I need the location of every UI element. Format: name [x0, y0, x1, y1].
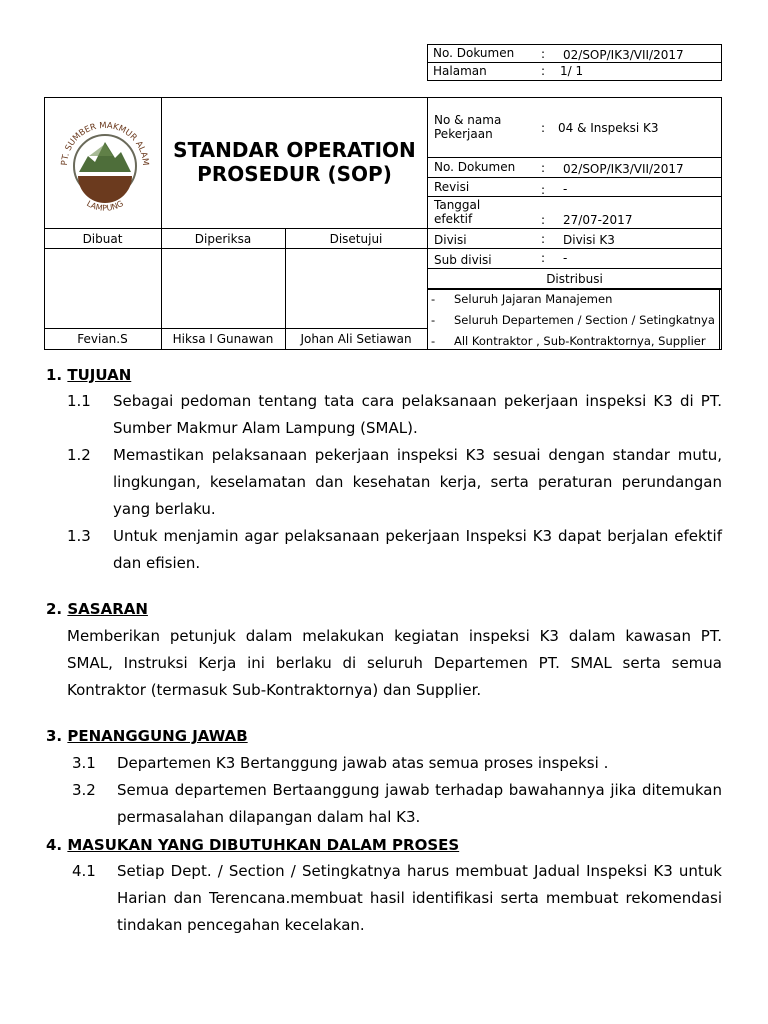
colon: : [541, 213, 546, 227]
divider [427, 177, 722, 178]
divider [44, 228, 427, 229]
distribusi-item: Seluruh Jajaran Manajemen [454, 292, 613, 306]
divisi-label: Divisi [434, 233, 467, 247]
no-nama-value: 04 & Inspeksi K3 [558, 121, 659, 135]
section-title: SASARAN [67, 600, 148, 618]
distribusi-label: Distribusi [546, 272, 603, 286]
disetujui-label: Disetujui [329, 232, 383, 246]
item-text: Sebagai pedoman tentang tata cara pelaksanaan pekerjaan inspeksi K3 di PT. Sumber Makmur Alam Lampung (SMAL). [113, 392, 722, 437]
diperiksa-label: Diperiksa [194, 232, 252, 246]
section-number: 2. [46, 600, 63, 618]
divider [161, 97, 162, 350]
revisi-value: - [563, 182, 568, 196]
section-heading [46, 727, 248, 745]
colon: : [541, 121, 546, 135]
title-line-2: PROSEDUR (SOP) [197, 162, 392, 186]
sub-divisi-value: - [563, 251, 568, 265]
tanggal-efektif-value: 27/07-2017 [563, 213, 633, 227]
colon: : [541, 251, 546, 265]
item-text: Departemen K3 Bertanggung jawab atas semua proses inspeksi . [117, 754, 609, 772]
divider [44, 248, 427, 249]
tanggal-efektif-label: Tanggal efektif [434, 198, 481, 226]
bullet-dash: - [431, 313, 436, 327]
divider [719, 288, 720, 350]
divider [44, 328, 427, 329]
section-title: MASUKAN YANG DIBUTUHKAN DALAM PROSES [67, 836, 460, 854]
halaman-label: Halaman [433, 64, 487, 78]
colon: : [541, 183, 546, 197]
section-paragraph: Memberikan petunjuk dalam melakukan kegiatan inspeksi K3 dalam kawasan PT. SMAL, Instruksi Kerja ini berlaku di seluruh Departemen PT. SMAL serta semua Kontraktor (termasuk Sub-Kontraktornya) dan Supplier. [67, 627, 722, 699]
item-text: Semua departemen Bertaanggung jawab terhadap bawahannya jika ditemukan permasalahan dilapangan dalam hal K3. [117, 781, 722, 826]
item-number: 3.2 [72, 781, 96, 799]
page-title [162, 138, 427, 186]
dibuat-label: Dibuat [82, 232, 123, 246]
colon: : [541, 161, 546, 175]
colon: : [541, 47, 546, 61]
item-number: 1.3 [67, 527, 91, 545]
dibuat-name: Fevian.S [77, 332, 128, 346]
item-number: 1.1 [67, 392, 91, 410]
divider [427, 248, 722, 249]
divider [427, 196, 722, 197]
sub-divisi-label: Sub divisi [434, 253, 492, 267]
no-dokumen-label: No. Dokumen [433, 46, 515, 60]
section-number: 4. [46, 836, 63, 854]
divider [427, 228, 722, 229]
item-number: 4.1 [72, 862, 96, 880]
no-dokumen-value: 02/SOP/IK3/VII/2017 [563, 162, 684, 176]
section-number: 3. [46, 727, 63, 745]
item-text: Memastikan pelaksanaan pekerjaan inspeksi K3 sesuai dengan standar mutu, lingkungan, keselamatan dan kesehatan kerja, serta peraturan perundangan yang berlaku. [113, 446, 722, 518]
divisi-value: Divisi K3 [563, 233, 615, 247]
distribusi-item: All Kontraktor , Sub-Kontraktornya, Supplier [454, 334, 706, 348]
item-text: Untuk menjamin agar pelaksanaan pekerjaan Inspeksi K3 dapat berjalan efektif dan efisien. [113, 527, 722, 572]
item-number: 1.2 [67, 446, 91, 464]
section-number: 1. [46, 366, 63, 384]
divider [427, 157, 722, 158]
divider [427, 97, 428, 350]
divider [427, 288, 722, 290]
title-line-1: STANDAR OPERATION [173, 138, 416, 162]
revisi-label: Revisi [434, 180, 470, 194]
section-title: TUJUAN [67, 366, 132, 384]
section-title: PENANGGUNG JAWAB [67, 727, 248, 745]
item-text: Setiap Dept. / Section / Setingkatnya harus membuat Jadual Inspeksi K3 untuk Harian dan Terencana.membuat hasil identifikasi serta membuat rekomendasi tindakan pencegahan kecelakan. [117, 862, 722, 934]
distribusi-item: Seluruh Departemen / Section / Setingkatnya [454, 313, 715, 327]
colon: : [541, 232, 546, 246]
no-dokumen-value: 02/SOP/IK3/VII/2017 [563, 48, 684, 62]
divider [427, 268, 722, 269]
no-nama-label: No & nama Pekerjaan [434, 113, 502, 141]
section-heading [46, 600, 148, 618]
colon: : [541, 64, 546, 78]
logo-bottom-text: LAMPUNG [85, 198, 125, 213]
item-number: 3.1 [72, 754, 96, 772]
company-logo [55, 110, 155, 216]
section-heading [46, 836, 459, 854]
bullet-dash: - [431, 292, 436, 306]
disetujui-name: Johan Ali Setiawan [300, 332, 412, 346]
divider [427, 62, 722, 63]
bullet-dash: - [431, 334, 436, 348]
no-dokumen-label: No. Dokumen [434, 160, 516, 174]
section-heading [46, 366, 131, 384]
halaman-value: 1/ 1 [560, 64, 584, 78]
diperiksa-name: Hiksa I Gunawan [172, 332, 274, 346]
logo-arc-text: PT. SUMBER MAKMUR ALAM [59, 120, 151, 166]
